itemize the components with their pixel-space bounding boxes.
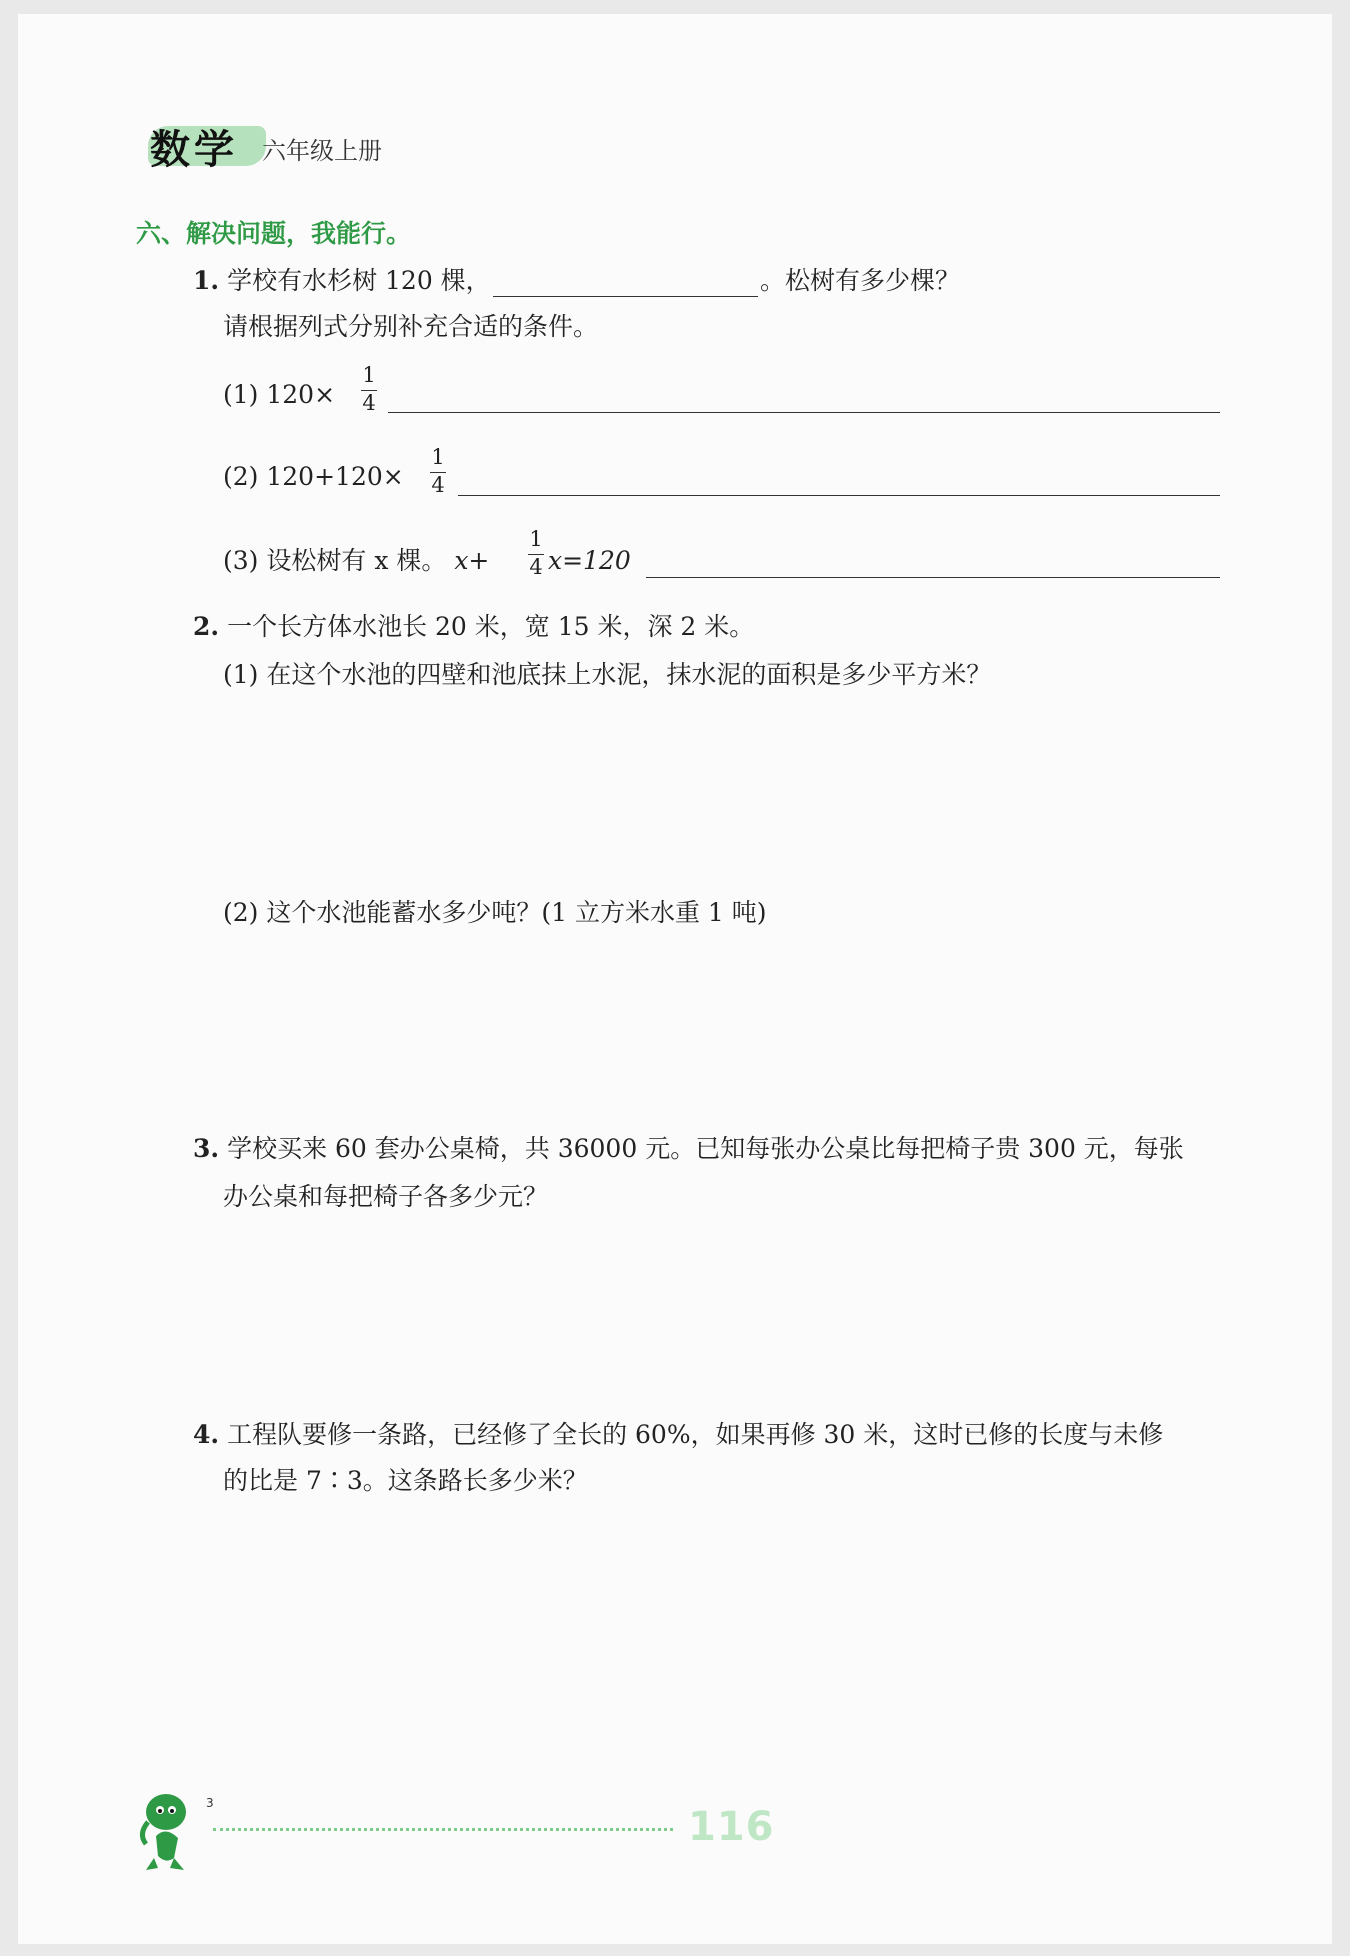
q2-text: 一个长方体水池长 20 米，宽 15 米，深 2 米。 [227, 612, 755, 641]
q1-sub1-answer-line[interactable] [388, 412, 1220, 413]
q3-line1 [193, 1134, 1184, 1164]
q2-sub2: (2) 这个水池能蓄水多少吨？(1 立方米水重 1 吨) [223, 898, 767, 927]
q3-text-line2: 办公桌和每把椅子各多少元？ [223, 1182, 549, 1211]
q1-sub2-frac-den: 4 [431, 473, 445, 497]
q4-number: 4. [193, 1420, 220, 1449]
q1-text-after: 。松树有多少棵？ [760, 266, 961, 295]
q1-sub1-label: (1) [223, 380, 259, 409]
q2-line [193, 612, 754, 642]
q1-sub2-expr: 120+120× [266, 462, 404, 491]
q4-text-line1: 工程队要修一条路，已经修了全长的 60%，如果再修 30 米，这时已修的长度与未修 [227, 1420, 1164, 1449]
q1-line [193, 266, 491, 296]
q4-line1 [193, 1420, 1163, 1450]
q2-number: 2. [193, 612, 220, 641]
q1-sub3-label: (3) [223, 546, 259, 575]
q3-number: 3. [193, 1134, 220, 1163]
q1-sub3-answer-line[interactable] [646, 577, 1220, 578]
q1-blank[interactable] [493, 296, 758, 297]
q1-sub2-answer-line[interactable] [458, 495, 1220, 496]
q1-sub1 [223, 380, 335, 410]
q1-sub2-label: (2) [223, 462, 259, 491]
q1-sub2-frac-num: 1 [431, 445, 445, 469]
q1-sub1-frac-den: 4 [362, 391, 376, 415]
q4-text-line2: 的比是 7∶3。这条路长多少米？ [223, 1466, 588, 1495]
mascot-icon [130, 1786, 210, 1876]
grade-label: 六年级上册 [262, 137, 382, 165]
q1-sub3-text: 设松树有 x 棵。 [266, 546, 447, 575]
footer-dotted-line [213, 1828, 673, 1831]
q1-text-before: 学校有水杉树 120 棵， [227, 266, 491, 295]
section-title: 六、解决问题，我能行。 [136, 219, 412, 248]
q1-sub3-frac-den: 4 [529, 555, 543, 579]
subject-title: 数学 [150, 127, 238, 173]
q1-sub3-expr-b: x=120 [548, 546, 631, 575]
q2-sub1: (1) 在这个水池的四壁和池底抹上水泥，抹水泥的面积是多少平方米？ [223, 660, 992, 689]
q1-sub1-frac-num: 1 [362, 363, 376, 387]
q1-sub3-expr-a: x+ [454, 546, 490, 575]
q3-text-line1: 学校买来 60 套办公桌椅，共 36000 元。已知每张办公桌比每把椅子贵 300 元，每张 [227, 1134, 1184, 1163]
q1-sub3-frac-num: 1 [529, 527, 543, 551]
worksheet-page [18, 14, 1332, 1944]
q1-sub1-expr: 120× [266, 380, 336, 409]
mascot-sup: 3 [206, 1796, 214, 1810]
q1-sub3 [223, 546, 489, 576]
q1-sub2 [223, 462, 404, 492]
page-number: 116 [688, 1804, 775, 1850]
q1-instruction: 请根据列式分别补充合适的条件。 [223, 312, 599, 341]
q1-number: 1. [193, 266, 220, 295]
